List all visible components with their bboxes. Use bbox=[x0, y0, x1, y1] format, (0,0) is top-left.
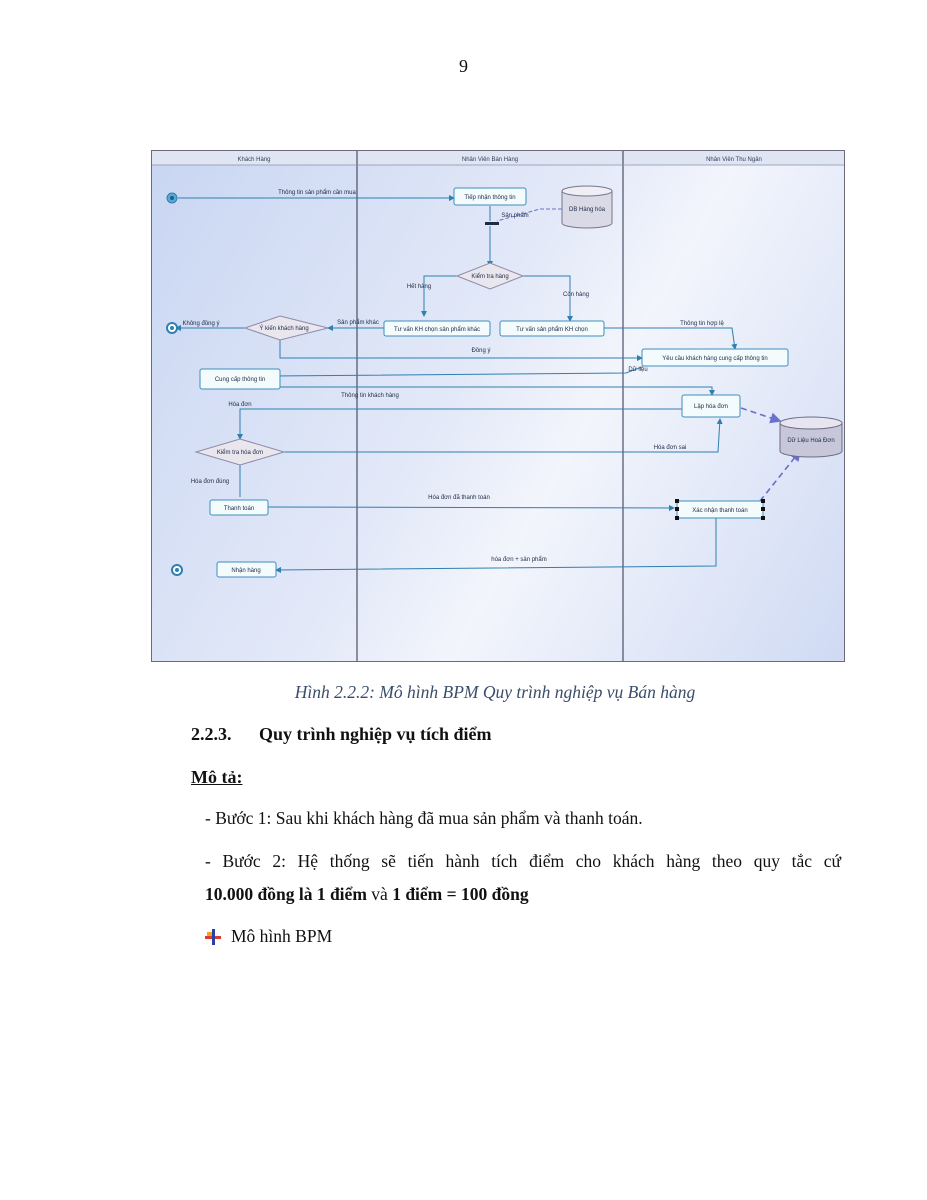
task-label: Lập hóa đơn bbox=[694, 404, 728, 410]
page-number: 9 bbox=[459, 56, 468, 76]
datastore-label: DB Hàng hóa bbox=[568, 207, 606, 213]
rule-connector: và bbox=[366, 884, 393, 904]
task-label: Yêu cầu khách hàng cung cấp thông tin bbox=[662, 356, 768, 362]
flow-label: Sản phẩm bbox=[501, 213, 529, 219]
description-label: Mô tả: bbox=[191, 767, 243, 787]
step-1: - Bước 1: Sau khi khách hàng đã mua sản phẩm và thanh toán. bbox=[205, 808, 643, 828]
end-event bbox=[172, 565, 182, 575]
bullet-text: Mô hình BPM bbox=[231, 926, 333, 946]
flow-label: Sản phẩm khác bbox=[337, 320, 379, 326]
gateway-label: Kiểm tra hóa đơn bbox=[216, 450, 264, 456]
section-heading bbox=[191, 724, 492, 745]
flow-label: Thông tin sản phẩm cần mua bbox=[278, 190, 356, 196]
bullet-icon bbox=[205, 929, 221, 945]
flow-label: Đồng ý bbox=[471, 348, 491, 354]
end-event bbox=[167, 323, 177, 333]
section-title: Quy trình nghiệp vụ tích điểm bbox=[259, 724, 492, 744]
flow-label: Hóa đơn đúng bbox=[190, 479, 230, 485]
flow-label: Hóa đơn bbox=[228, 402, 252, 408]
flow-label: Còn hàng bbox=[562, 292, 590, 298]
rule-bold-2: 1 điểm = 100 đồng bbox=[392, 884, 529, 904]
flow-label: Không đồng ý bbox=[182, 321, 220, 327]
figure-caption: Hình 2.2.2: Mô hình BPM Quy trình nghiệp vụ Bán hàng bbox=[294, 682, 696, 702]
task-label: Tư vấn sản phẩm KH chọn bbox=[516, 327, 588, 333]
sync-bar bbox=[485, 222, 499, 225]
task-label: Xác nhận thanh toán bbox=[692, 508, 748, 514]
datastore-du-lieu-hoa-don bbox=[780, 417, 842, 457]
step-2-line-1: - Bước 2: Hệ thống sẽ tiến hành tích điểm cho khách hàng theo quy tắc cứ bbox=[205, 851, 841, 871]
flow-label: Hóa đơn sai bbox=[653, 445, 687, 451]
task-label: Cung cấp thông tin bbox=[214, 377, 266, 383]
lane-title: Nhân Viên Thu Ngân bbox=[706, 157, 762, 163]
task-label: Tư vấn KH chọn sản phẩm khác bbox=[393, 327, 481, 333]
bullet-item bbox=[205, 926, 332, 947]
flow-label: Dữ liệu bbox=[628, 367, 648, 373]
lane-title: Khách Hàng bbox=[237, 157, 271, 163]
task-label: Tiếp nhận thông tin bbox=[464, 195, 516, 201]
task-label: Thanh toán bbox=[223, 506, 255, 512]
flow-label: Hóa đơn đã thanh toán bbox=[428, 495, 490, 501]
flow-label: hóa đơn + sản phẩm bbox=[491, 557, 547, 563]
lane-title: Nhân Viên Bán Hàng bbox=[461, 157, 519, 163]
gateway-label: Ý kiến khách hàng bbox=[259, 326, 309, 332]
start-event bbox=[167, 193, 177, 203]
datastore-label: Dữ Liệu Hoá Đơn bbox=[787, 438, 835, 444]
flow-label: Hết hàng bbox=[406, 284, 432, 290]
bpm-diagram bbox=[151, 150, 845, 662]
flow-label: Thông tin khách hàng bbox=[341, 393, 399, 399]
rule-bold-1: 10.000 đồng là 1 điểm bbox=[205, 884, 367, 904]
step-2-line-2 bbox=[205, 884, 529, 905]
gateway-label: Kiểm tra hàng bbox=[471, 274, 509, 280]
section-number: 2.2.3. bbox=[191, 724, 232, 744]
flow-label: Thông tin hợp lệ bbox=[680, 321, 724, 327]
task-label: Nhận hàng bbox=[231, 568, 261, 574]
bpm-diagram-svg bbox=[152, 151, 845, 662]
